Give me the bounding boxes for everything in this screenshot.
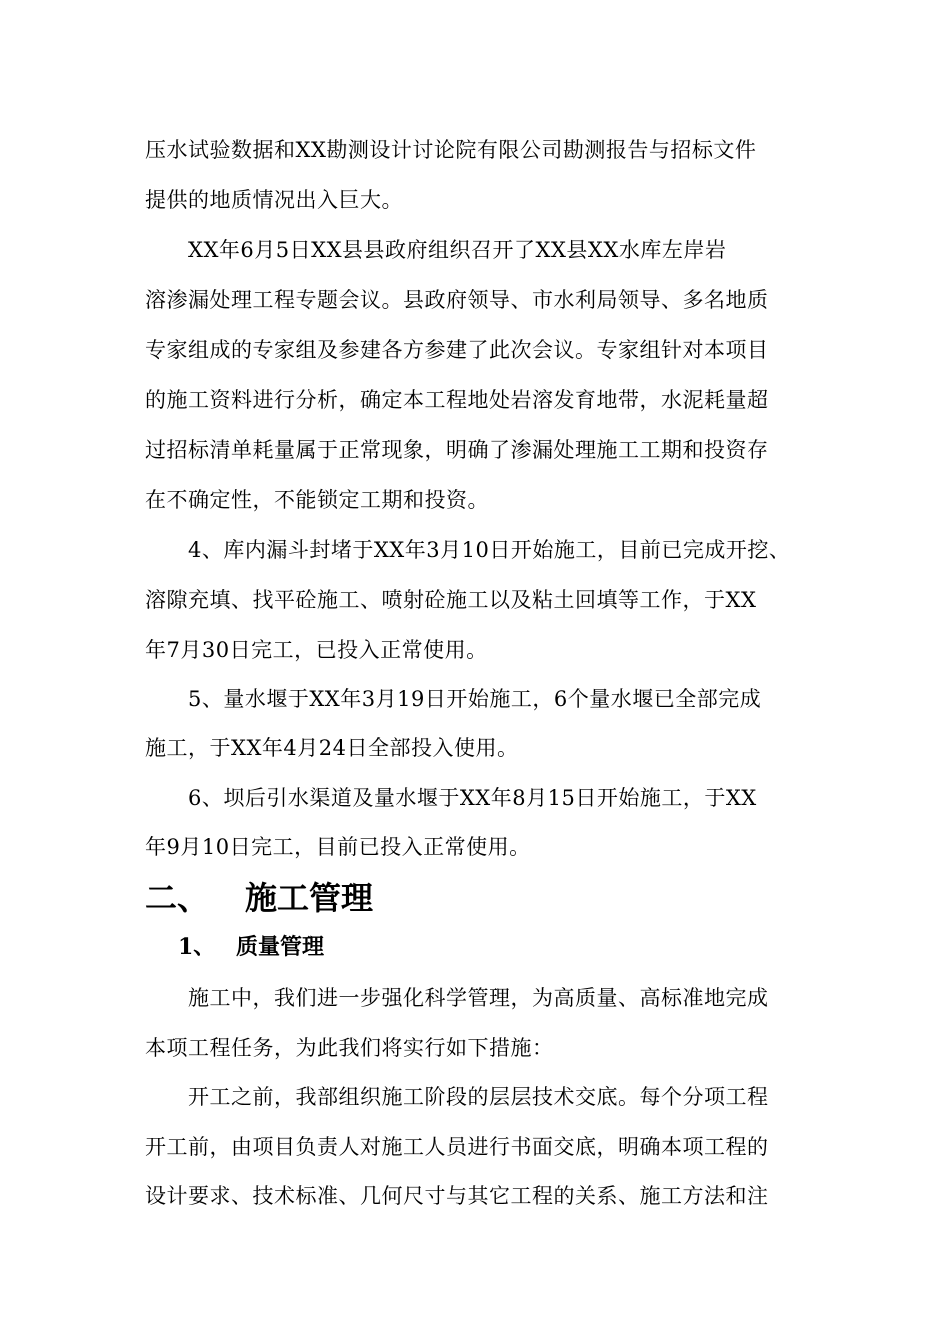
section-heading xyxy=(145,876,373,920)
paragraph-line: 6、坝后引水渠道及量水堰于XX年8月15日开始施工，于XX xyxy=(188,786,757,810)
subsection-title: 质量管理 xyxy=(236,934,325,960)
paragraph-line: 提供的地质情况出入巨大。 xyxy=(145,188,403,212)
paragraph-line: 年7月30日完工，已投入正常使用。 xyxy=(145,638,488,662)
paragraph-line: 压水试验数据和XX勘测设计讨论院有限公司勘测报告与招标文件 xyxy=(145,138,757,162)
paragraph-line: 设计要求、技术标准、几何尺寸与其它工程的关系、施工方法和注 xyxy=(145,1184,769,1208)
paragraph-line: 过招标清单耗量属于正常现象，明确了渗漏处理施工工期和投资存 xyxy=(145,438,769,462)
paragraph-line: 开工前，由项目负责人对施工人员进行书面交底，明确本项工程的 xyxy=(145,1135,769,1159)
paragraph-line: 年9月10日完工，目前已投入正常使用。 xyxy=(145,835,531,859)
paragraph-line: 施工中，我们进一步强化科学管理，为高质量、高标准地完成 xyxy=(188,986,769,1010)
paragraph-line: 5、量水堰于XX年3月19日开始施工，6个量水堰已全部完成 xyxy=(188,687,762,711)
paragraph-line: 4、库内漏斗封堵于XX年3月10日开始施工，目前已完成开挖、 xyxy=(188,538,791,562)
paragraph-line: 的施工资料进行分析，确定本工程地处岩溶发育地带，水泥耗量超 xyxy=(145,388,769,412)
paragraph-line: 在不确定性，不能锁定工期和投资。 xyxy=(145,488,489,512)
paragraph-line: 溶渗漏处理工程专题会议。县政府领导、市水利局领导、多名地质 xyxy=(145,288,769,312)
paragraph-line: 施工，于XX年4月24日全部投入使用。 xyxy=(145,736,519,760)
subsection-heading xyxy=(178,930,324,964)
paragraph-line: 专家组成的专家组及参建各方参建了此次会议。专家组针对本项目 xyxy=(145,338,769,362)
paragraph-line: XX年6月5日XX县县政府组织召开了XX县XX水库左岸岩 xyxy=(188,238,727,262)
paragraph-line: 溶隙充填、找平砼施工、喷射砼施工以及粘土回填等工作，于XX xyxy=(145,588,757,612)
paragraph-line: 开工之前，我部组织施工阶段的层层技术交底。每个分项工程 xyxy=(188,1085,769,1109)
subsection-number: 1、 xyxy=(178,934,216,960)
paragraph-line: 本项工程任务，为此我们将实行如下措施： xyxy=(145,1036,554,1060)
section-title: 施工管理 xyxy=(245,879,374,917)
section-number: 二、 xyxy=(145,879,210,917)
